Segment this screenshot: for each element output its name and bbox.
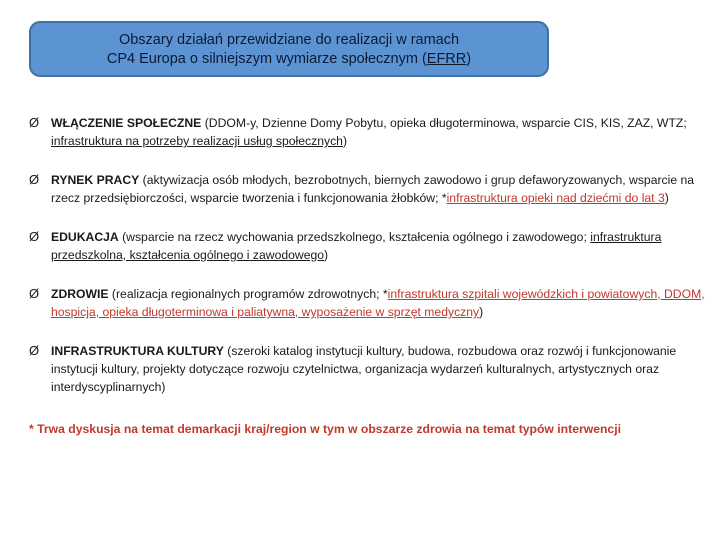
list-item-health [29,285,709,321]
item-lead: RYNEK PRACY [51,173,140,187]
item-underlined: infrastruktura przedszkolna, kształcenia ogólnego i zawodowego [51,230,662,262]
title-line-2-suffix: ) [466,51,472,67]
item-text: (aktywizacja osób młodych, bezrobotnych, biernych zawodowo i grup defaworyzowanych, wsparcie na rzecz przedsiębiorczości, wsparcie tworzenia i funkcjonowania żłobków; * [51,173,695,205]
item-text: (realizacja regionalnych programów zdrowotnych; * [108,287,388,301]
title-line-2 [31,50,547,69]
item-underlined: infrastruktura szpitali wojewódzkich i powiatowych, DDOM, hospicja, opieka długoterminowa i paliatywna, wyposażenie w sprzęt medyczny [51,287,705,319]
arrow-bullet-icon: Ø [29,172,40,187]
title-efrr: EFRR [426,51,467,67]
item-tail: ) [342,134,348,148]
item-underlined: infrastruktura opieki nad dziećmi do lat 3 [446,191,665,205]
title-line-1: Obszary działań przewidziane do realizacji w ramach [118,32,460,48]
item-tail: ) [324,248,329,262]
item-text: (DDOM-y, Dzienne Domy Pobytu, opieka długoterminowa, wsparcie CIS, KIS, ZAZ, WTZ; [201,116,687,130]
list-item-education [29,228,709,264]
list-item-inclusion [29,114,709,150]
arrow-bullet-icon: Ø [29,343,40,358]
item-tail: ) [664,191,669,205]
item-underlined: infrastruktura na potrzeby realizacji usług społecznych [51,134,343,148]
item-lead: WŁĄCZENIE SPOŁECZNE [51,116,202,130]
item-lead: ZDROWIE [51,287,109,301]
item-lead: INFRASTRUKTURA KULTURY [51,344,224,358]
arrow-bullet-icon: Ø [29,115,40,130]
arrow-bullet-icon: Ø [29,229,40,244]
areas-list [29,114,709,417]
item-lead: EDUKACJA [51,230,119,244]
list-item-culture [29,342,709,396]
title-line-2-prefix: CP4 Europa o silniejszym wymiarze społecznym ( [106,51,427,67]
item-tail: ) [479,305,484,319]
item-text: (szeroki katalog instytucji kultury, budowa, rozbudowa oraz rozwój i funkcjonowanie instytucji kultury, projekty dotyczące rozwoju czytelnictwa, organizacja wydarzeń kulturalnych, artystycznych oraz interdyscyplinarnych) [51,344,677,394]
list-item-labour-market [29,171,709,207]
footnote: * Trwa dyskusja na temat demarkacji kraj/region w tym w obszarze zdrowia na temat typów interwencji [29,422,621,436]
title-box [29,21,549,77]
item-text: (wsparcie na rzecz wychowania przedszkolnego, kształcenia ogólnego i zawodowego; [118,230,591,244]
arrow-bullet-icon: Ø [29,286,40,301]
